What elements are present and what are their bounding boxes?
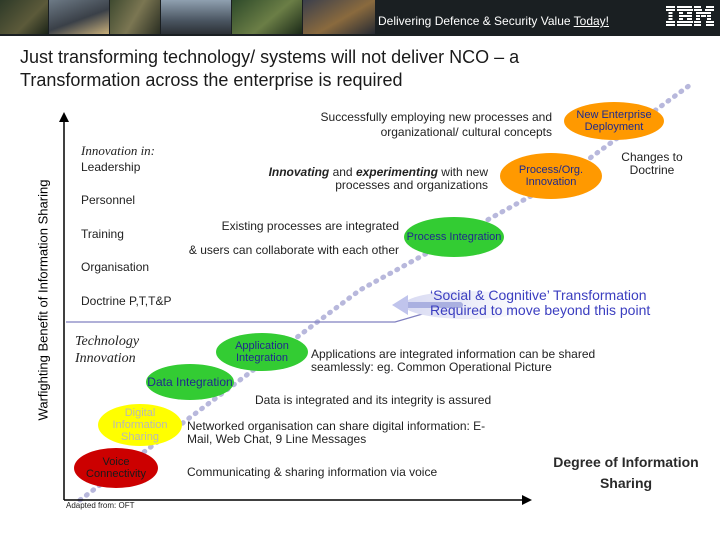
innovating-and: and bbox=[329, 165, 356, 179]
slide-title-line-2: Transformation across the enterprise is required bbox=[20, 70, 403, 90]
innovating-description bbox=[230, 166, 488, 192]
successfully-employing-description bbox=[284, 110, 552, 140]
innovating-word: Innovating bbox=[268, 165, 330, 179]
x-axis-label bbox=[540, 452, 712, 494]
slide-title-line-1: Just transforming technology/ systems will not deliver NCO – a bbox=[20, 47, 520, 67]
existing-processes-line-2: & users can collaborate with each other bbox=[188, 243, 399, 257]
stage-process-integration: Process Integration bbox=[404, 217, 504, 257]
innovation-heading: Innovation in: bbox=[81, 143, 156, 158]
technology-innovation-line-2: Innovation bbox=[75, 351, 136, 366]
technology-innovation-line-1: Technology bbox=[75, 334, 140, 349]
innovation-item-organisation: Organisation bbox=[81, 260, 150, 274]
stage-process-org-innovation: Process/Org. Innovation bbox=[500, 153, 602, 199]
applications-description-line-1: Applications are integrated information can be shared bbox=[311, 347, 596, 361]
successfully-employing-line-1: Successfully employing new processes and bbox=[320, 110, 552, 124]
changes-to-doctrine-line-2: Doctrine bbox=[629, 163, 675, 177]
threshold-line bbox=[66, 306, 450, 322]
callout-arrow-head bbox=[392, 295, 408, 315]
successfully-employing-line-2: organizational/ cultural concepts bbox=[380, 125, 552, 139]
x-axis-label-line-1: Degree of Information bbox=[553, 454, 699, 470]
innovation-item-leadership: Leadership bbox=[81, 160, 141, 174]
innovation-item-training: Training bbox=[81, 227, 124, 241]
header-title: Delivering Defence & Security Value Today! bbox=[378, 14, 610, 28]
existing-processes-line-1: Existing processes are integrated bbox=[221, 219, 399, 233]
header-title-emphasis: Today! bbox=[573, 14, 610, 28]
source-note: Adapted from: OFT bbox=[66, 501, 135, 510]
x-axis-label-line-2: Sharing bbox=[599, 475, 653, 491]
experimenting-word: experimenting bbox=[355, 165, 438, 179]
y-axis-label: Warfighting Benefit of Information Sharing bbox=[35, 179, 51, 421]
social-cognitive-callout-line-1: ‘Social & Cognitive’ Transformation bbox=[430, 287, 647, 303]
innovating-description-line-2: processes and organizations bbox=[335, 178, 488, 192]
innovation-item-doctrine: Doctrine P,T,T&P bbox=[81, 294, 172, 308]
applications-description bbox=[311, 348, 595, 374]
voice-description: Communicating & sharing information via voice bbox=[187, 465, 438, 479]
stage-new-enterprise-deployment: New Enterprise Deployment bbox=[564, 102, 664, 140]
innovating-with-new: with new bbox=[437, 165, 488, 179]
applications-description-line-2: seamlessly: eg. Common Operational Picture bbox=[311, 360, 552, 374]
stage-data-integration: Data Integration bbox=[146, 364, 234, 400]
stage-application-integration: Application Integration bbox=[216, 333, 308, 371]
social-cognitive-callout bbox=[430, 288, 650, 318]
data-integrated-description: Data is integrated and its integrity is assured bbox=[255, 393, 492, 407]
existing-processes-description bbox=[171, 214, 399, 262]
changes-to-doctrine bbox=[612, 151, 692, 177]
stage-digital-information-sharing: Digital Information Sharing bbox=[98, 404, 182, 446]
changes-to-doctrine-line-1: Changes to bbox=[621, 150, 683, 164]
networked-description-line-2: Mail, Web Chat, 9 Line Messages bbox=[187, 432, 367, 446]
networked-description-line-1: Networked organisation can share digital information: E- bbox=[187, 419, 486, 433]
social-cognitive-callout-line-2: Required to move beyond this point bbox=[430, 302, 651, 318]
technology-innovation-label bbox=[75, 333, 139, 367]
stage-voice-connectivity: Voice Connectivity bbox=[74, 448, 158, 488]
networked-description bbox=[187, 420, 485, 446]
innovation-item-personnel: Personnel bbox=[81, 193, 136, 207]
